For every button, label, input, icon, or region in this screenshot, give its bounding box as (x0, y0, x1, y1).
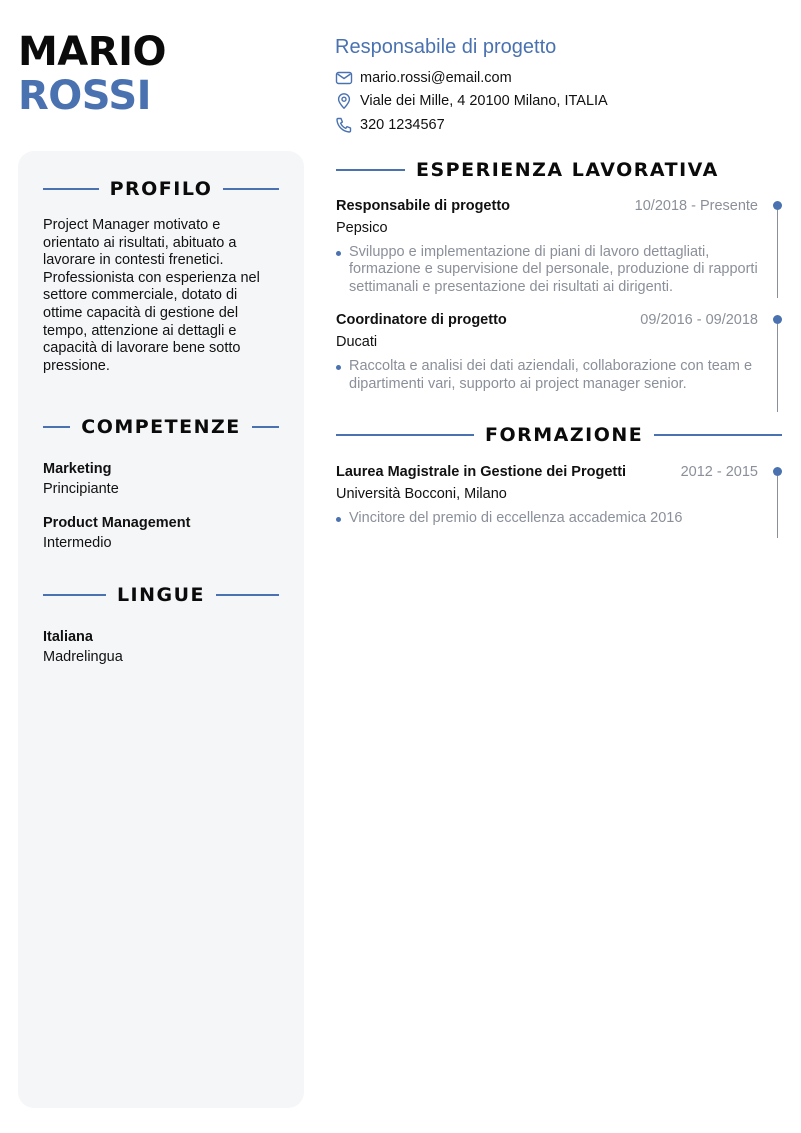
entry-dates: 10/2018 - Presente (634, 198, 758, 214)
profile-title: PROFILO (109, 178, 213, 200)
contact-phone[interactable] (335, 113, 785, 137)
contact-list (335, 66, 785, 137)
entry-role: Coordinatore di progetto (336, 312, 507, 329)
first-name: MARIO (18, 29, 166, 75)
education-heading (336, 423, 782, 447)
entry-role: Responsabile di progetto (336, 198, 511, 214)
heading-rule (336, 434, 474, 436)
experience-entry (336, 312, 782, 393)
timeline-dot (773, 201, 782, 210)
entry-organization: Università Bocconi, Milano (336, 486, 507, 503)
heading-rule (252, 426, 279, 428)
envelope-icon (335, 69, 353, 87)
contact-address (335, 90, 785, 114)
entry-organization: Pepsico (336, 220, 388, 236)
heading-rule (43, 594, 106, 596)
skill-name: Marketing (43, 461, 112, 478)
skills-title: COMPETENZE (81, 416, 241, 439)
heading-rule (336, 169, 405, 171)
main-column (336, 158, 782, 527)
entry-bullets (336, 358, 758, 393)
phone-icon (335, 116, 353, 134)
contact-email[interactable] (335, 66, 785, 90)
profile-heading (43, 177, 279, 201)
bullet-item: Vincitore del premio di eccellenza accademica 2016 (336, 510, 758, 527)
last-name: ROSSI (18, 73, 152, 119)
heading-rule (43, 426, 70, 428)
timeline-line (777, 476, 779, 538)
job-title: Responsabile di progetto (335, 36, 557, 58)
entry-organization: Ducati (336, 334, 378, 351)
skills-heading (43, 415, 279, 439)
education-entry (336, 464, 782, 527)
language-level: Madrelingua (43, 649, 123, 666)
email-text: mario.rossi@email.com (360, 69, 512, 86)
heading-rule (43, 188, 99, 190)
timeline-dot (773, 315, 782, 324)
language-name: Italiana (43, 629, 93, 646)
entry-bullets (336, 510, 758, 527)
sidebar (18, 151, 304, 1108)
skill-item (43, 459, 279, 499)
experience-entry (336, 198, 782, 296)
experience-heading (336, 158, 782, 182)
bullet-item: Raccolta e analisi dei dati aziendali, collaborazione con team e dipartimenti vari, supporto ai project manager senior. (336, 358, 758, 393)
header-contact-block (335, 34, 785, 137)
skill-level: Intermedio (43, 535, 112, 552)
education-title: FORMAZIONE (485, 424, 644, 447)
profile-text: Project Manager motivato e orientato ai risultati, abituato a lavorare in contesti frenetici. Professionista con esperienza nel settore commerciale, dotato di ottime capacità di gestione del tempo, attenzione ai dettagli e capacità di lavorare bene sotto pressione. (43, 217, 260, 374)
language-item (43, 627, 279, 667)
skill-item (43, 513, 279, 553)
timeline-line (777, 324, 779, 412)
skill-level: Principiante (43, 481, 119, 498)
heading-rule (216, 594, 279, 596)
candidate-name (18, 30, 166, 118)
entry-dates: 2012 - 2015 (680, 464, 758, 481)
experience-title: ESPERIENZA LAVORATIVA (416, 159, 719, 181)
heading-rule (654, 434, 782, 436)
skill-name: Product Management (43, 515, 191, 532)
languages-heading (43, 583, 279, 607)
timeline-line (777, 210, 779, 298)
entry-bullets (336, 244, 758, 296)
location-pin-icon (335, 92, 353, 110)
bullet-item: Sviluppo e implementazione di piani di lavoro dettagliati, formazione e supervisione del personale, produzione di rapporti settimanali e presentazione dei risultati ai dirigenti. (336, 244, 758, 296)
languages-title: LINGUE (116, 584, 206, 607)
timeline-dot (773, 467, 782, 476)
entry-degree: Laurea Magistrale in Gestione dei Progetti (336, 464, 627, 481)
heading-rule (223, 188, 279, 190)
phone-text: 320 1234567 (360, 116, 445, 133)
entry-dates: 09/2016 - 09/2018 (640, 312, 758, 329)
address-text: Viale dei Mille, 4 20100 Milano, ITALIA (360, 93, 608, 110)
